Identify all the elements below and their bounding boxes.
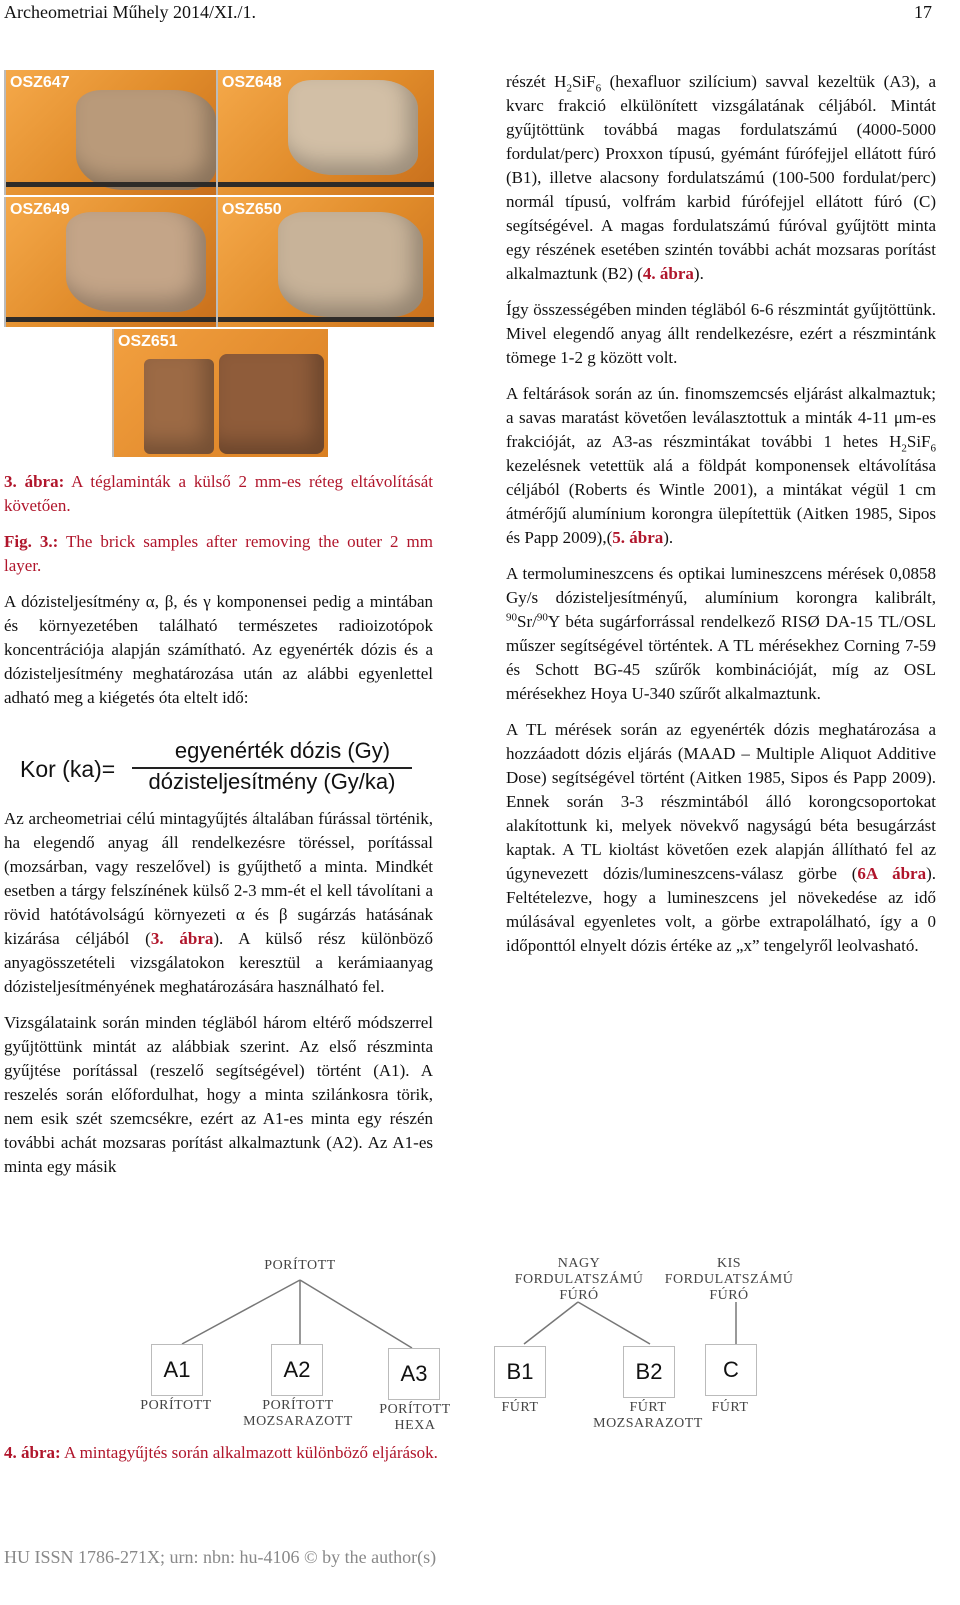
scale-ruler (218, 182, 434, 187)
box-label: FÚRT (501, 1400, 539, 1415)
box-a3: A3 (388, 1348, 440, 1400)
paragraph: A TL mérések során az egyenérték dózis meghatározása a hozzáadott dózis eljárás (MAAD – Multiple Aliquot Additive Dose) segítségével történt (Aitken 1985, Sipos és Papp 2009). Ennek során 3-3 részmintából álló korongcsoportokat alakítottunk ki, melyek növekvő nagyságú béta besugárzást kaptak. A TL kioltást követően ezek alapján állítható fel az úgynevezett dózis/lumineszcens-válasz görbe (6A ábra). Feltételezve, hogy a lumineszcens jel növekedése az idő múlásával egyenletes volt, a görbe extrapolálható, így a 0 időponttól elnyelt dózis értéke az „x” tengelyről leolvasható. (506, 720, 937, 955)
figure-4-diagram (0, 1252, 960, 1442)
box-a2: A2 (271, 1344, 323, 1396)
paragraph: A feltárások során az ún. finomszemcsés eljárást alkalmaztuk; a savas maratást követően leválasztottuk a minták 4-11 μm-es frakcióját, az A3-as részmintákat további 1 hetes $H_2SiF_6$ kezelésnek vetettük alá a földpát komponensek eltávolítása céljából (Roberts és Wintle 2001), a mintákat végül 1 cm átmérőjű alumínium korongra ülepítettük (Aitken 1985, Sipos és Papp 2009),(5. ábra). (506, 384, 936, 547)
box-c: C (705, 1344, 757, 1396)
formula-numerator: egyenérték dózis (Gy) (174, 738, 391, 763)
paragraph: A dózisteljesítmény α, β, és γ komponensei pedig a mintában és környezetében található természetes radioizotópok koncentrációja alapján számítható. Az egyenérték dózis és a dózisteljesítmény meghatározása után az alábbi egyenlettel adható meg a kiégetés óta eltelt idő: (4, 592, 433, 707)
box-b2: B2 (623, 1346, 675, 1398)
paragraph: részét $H_2SiF_6$ (hexafluor szilícium) savval kezeltük (A3), a kvarc frakció elkülönített vizsgálatának céljából. Mintát gyűjtöttünk továbbá magas fordulatszámú (4000-5000 fordulat/perc) Proxxon típusú, gyémánt fúrófejjel ellátott fúró (B1), illetve alacsony fordulatszámú (100-500 fordulat/perc) normál típusú, volfrám karbid fúrófejjel ellátott fúró (C) segítségével. A magas fordulatszámú fúróval gyűjtött minta egy részének esetében szintén további achát mozsaras porítást alkalmaztunk (B2) (4. ábra). (506, 72, 936, 283)
box-label: PORÍTOTT HEXA (379, 1402, 451, 1433)
figure-ref[interactable]: 3. ábra (150, 929, 214, 948)
diagram-top-label: PORÍTOTT (264, 1258, 336, 1273)
scale-ruler (6, 317, 216, 322)
scale-ruler (6, 182, 216, 187)
page-number: 17 (914, 2, 932, 22)
box-a1: A1 (151, 1344, 203, 1396)
brick-sample (219, 354, 324, 454)
sample-label: OSZ648 (222, 74, 282, 91)
sample-label: OSZ649 (10, 201, 70, 218)
figure-3-caption-en: Fig. 3.: The brick samples after removing the outer 2 mm layer. (4, 532, 433, 575)
paragraph: A termolumineszcens és optikai lumineszcens mérések 0,0858 Gy/s dózisteljesítményű, alumínium korongra kalibrált, $^{90}$Sr/$^{90}$Y béta sugárforrással rendelkező RISØ DA-15 TL/OSL műszer segítségével történtek. A TL mérésekhez Corning 7-59 és Schott BG-45 szűrők kombinációját, míg az OSL mérésekhez Hoya U-340 szűrőt alkalmaztunk. (506, 564, 936, 703)
paragraph: Vizsgálataink során minden tégläból három eltérő módszerrel gyűjtöttünk mintát az alábbiak szerint. Az első részminta gyűjtése porítással (reszelő segítségével) történt (A1). A reszelés során előfordulhat, hogy a minta szilánkosra törik, nem esik szét szemcsékre, ezért az A1-es minta egy részén további achát mozsaras porítást alkalmaztunk (A2). Az A1-es minta egy másik (4, 1013, 433, 1176)
journal-header: Archeometriai Műhely 2014/XI./1. (4, 2, 256, 22)
right-column (506, 70, 936, 970)
left-column (4, 470, 433, 722)
photo-osz651 (112, 329, 328, 457)
figure-ref[interactable]: 4. ábra (642, 264, 694, 283)
paragraph: Így összességében minden tégläból 6-6 részmintát gyűjtöttünk. Mivel elegendő anyag állt rendelkezésre, ezért a részmintánk tömege 1-2 g között volt. (506, 300, 936, 367)
box-label: FÚRT (711, 1400, 749, 1415)
age-formula (20, 738, 440, 798)
box-label: PORÍTOTT MOZSARAZOTT (243, 1398, 353, 1429)
sample-label: OSZ650 (222, 201, 282, 218)
brick-sample (144, 359, 214, 454)
photo-osz648 (216, 70, 434, 195)
brick-sample (278, 212, 423, 317)
formula-lhs: Kor (ka)= (20, 756, 116, 782)
sample-label: OSZ647 (10, 74, 70, 91)
brick-sample (76, 90, 216, 190)
box-b1: B1 (494, 1346, 546, 1398)
brick-sample (66, 212, 206, 312)
formula-denominator: dózisteljesítmény (Gy/ka) (148, 769, 396, 794)
figure-ref[interactable]: 6A ábra (857, 864, 927, 883)
box-label: PORÍTOTT (140, 1398, 212, 1413)
photo-osz647 (4, 70, 216, 195)
figure-3-caption-hu: 3. ábra: A téglaminták a külső 2 mm-es réteg eltávolítását követően. (4, 472, 433, 515)
box-label: FÚRT MOZSARAZOTT (593, 1400, 703, 1431)
brick-sample (288, 80, 418, 175)
diagram-top-label: NAGY FORDULATSZÁMÚ FÚRÓ (514, 1256, 644, 1303)
photo-osz650 (216, 197, 434, 327)
figure-ref[interactable]: 5. ábra (612, 528, 664, 547)
scale-ruler (218, 317, 434, 322)
photo-osz649 (4, 197, 216, 327)
paragraph: Az archeometriai célú mintagyűjtés általában fúrással történik, ha elegendő anyag áll rendelkezésre töréssel, porítással (mozsárban, vagy reszelővel) is gyűjthető a minta. Mindkét esetben a tárgy felszínének külső 2-3 mm-ét el kell távolítani a rövid hatótávolságú környezeti α és β sugárzás hatásának kizárása céljából (3. ábra). A külső rész különböző anyagösszetételi vizsgálatokon keresztül a kerámiaanyag dózisteljesítményének meghatározására használható fel. (4, 809, 433, 996)
left-column-continued (4, 807, 433, 1191)
diagram-top-label: KIS FORDULATSZÁMÚ FÚRÓ (664, 1256, 794, 1303)
figure-4-caption: 4. ábra: A mintagyűjtés során alkalmazott különböző eljárások. (4, 1443, 438, 1462)
sample-label: OSZ651 (118, 333, 178, 350)
footer-issn: HU ISSN 1786-271X; urn: nbn: hu-4106 © by the author(s) (4, 1547, 437, 1567)
